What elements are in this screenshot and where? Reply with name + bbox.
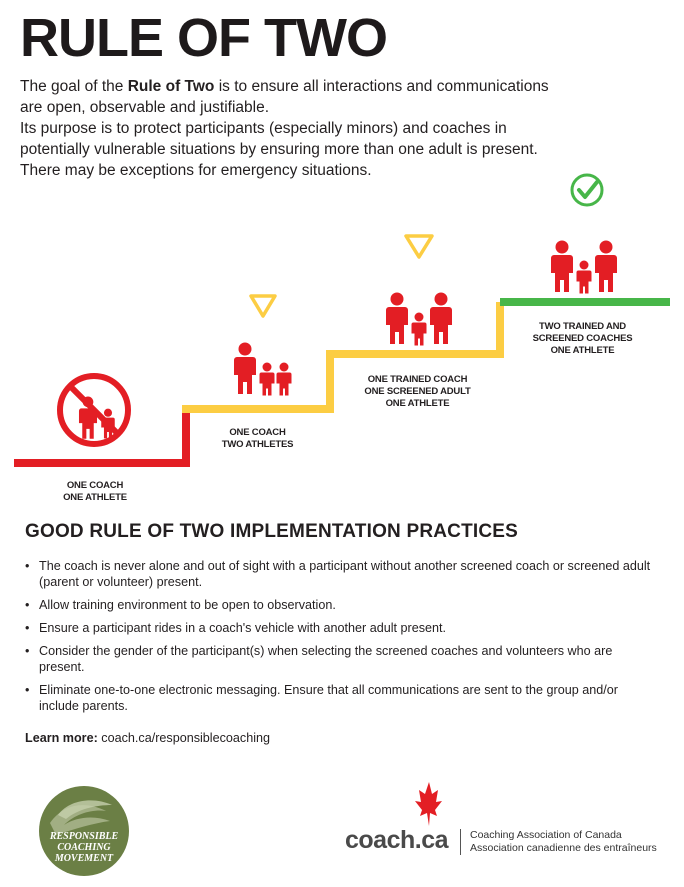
step-label-3: ONE TRAINED COACH ONE SCREENED ADULT ONE ATHLETE (364, 374, 471, 409)
prohibited-icon (60, 376, 128, 444)
list-item: • Allow training environment to be open to observation. (25, 597, 655, 613)
list-item: • Consider the gender of the participant(s) when selecting the screened coaches and volunteers who are present. (25, 643, 655, 675)
step-label-2: ONE COACH TWO ATHLETES (221, 427, 294, 450)
logo-divider (460, 829, 461, 855)
learn-more (25, 731, 270, 745)
coach-adult-athlete-icon (386, 293, 452, 346)
association-en: Coaching Association of Canada (470, 829, 622, 841)
learn-more-link[interactable]: coach.ca/responsiblecoaching (101, 731, 271, 745)
step-label-4: TWO TRAINED AND SCREENED COACHES ONE ATHLETE (532, 321, 633, 356)
rcm-line-2: COACHING (57, 842, 111, 853)
list-item: • Ensure a participant rides in a coach's vehicle with another adult present. (25, 620, 655, 636)
checkmark-icon (572, 175, 602, 205)
association-names (470, 829, 657, 855)
rcm-line-1: RESPONSIBLE (49, 831, 119, 842)
association-fr: Association canadienne des entraîneurs (470, 842, 657, 854)
learn-more-label: Learn more: (25, 731, 98, 745)
rcm-line-3: MOVEMENT (54, 853, 114, 864)
intro-bold: Rule of Two (127, 78, 215, 95)
list-item: • Eliminate one-to-one electronic messaging. Ensure that all communications are sent to the group and/or include parents. (25, 682, 655, 714)
coach-wordmark: coach.ca (345, 826, 449, 854)
coach-two-athletes-icon (234, 343, 292, 396)
practices-heading: GOOD RULE OF TWO IMPLEMENTATION PRACTICES (25, 521, 519, 542)
intro-text (20, 76, 560, 181)
intro-pre: The goal of the (20, 78, 128, 95)
page-title: RULE OF TWO (20, 8, 387, 68)
step-label-1: ONE COACH ONE ATHLETE (63, 480, 127, 503)
maple-leaf-icon (345, 780, 465, 830)
intro-post: is to ensure all interactions and communications are open, observable and justifiable. (20, 78, 549, 116)
practices-list (25, 558, 655, 721)
intro-purpose: Its purpose is to protect participants (especially minors) and coaches in potentially vulnerable situations by ensuring more than one adult is present. There may be exceptions for emergency situations. (20, 120, 538, 179)
warning-triangle-icon (406, 236, 432, 257)
warning-triangle-icon (251, 296, 275, 316)
rcm-logo (36, 785, 132, 877)
two-coaches-athlete-icon (551, 241, 617, 294)
stair-yellow-1 (182, 350, 330, 409)
list-item: • The coach is never alone and out of sight with a participant without another screened coach or screened adult (parent or volunteer) present. (25, 558, 655, 590)
